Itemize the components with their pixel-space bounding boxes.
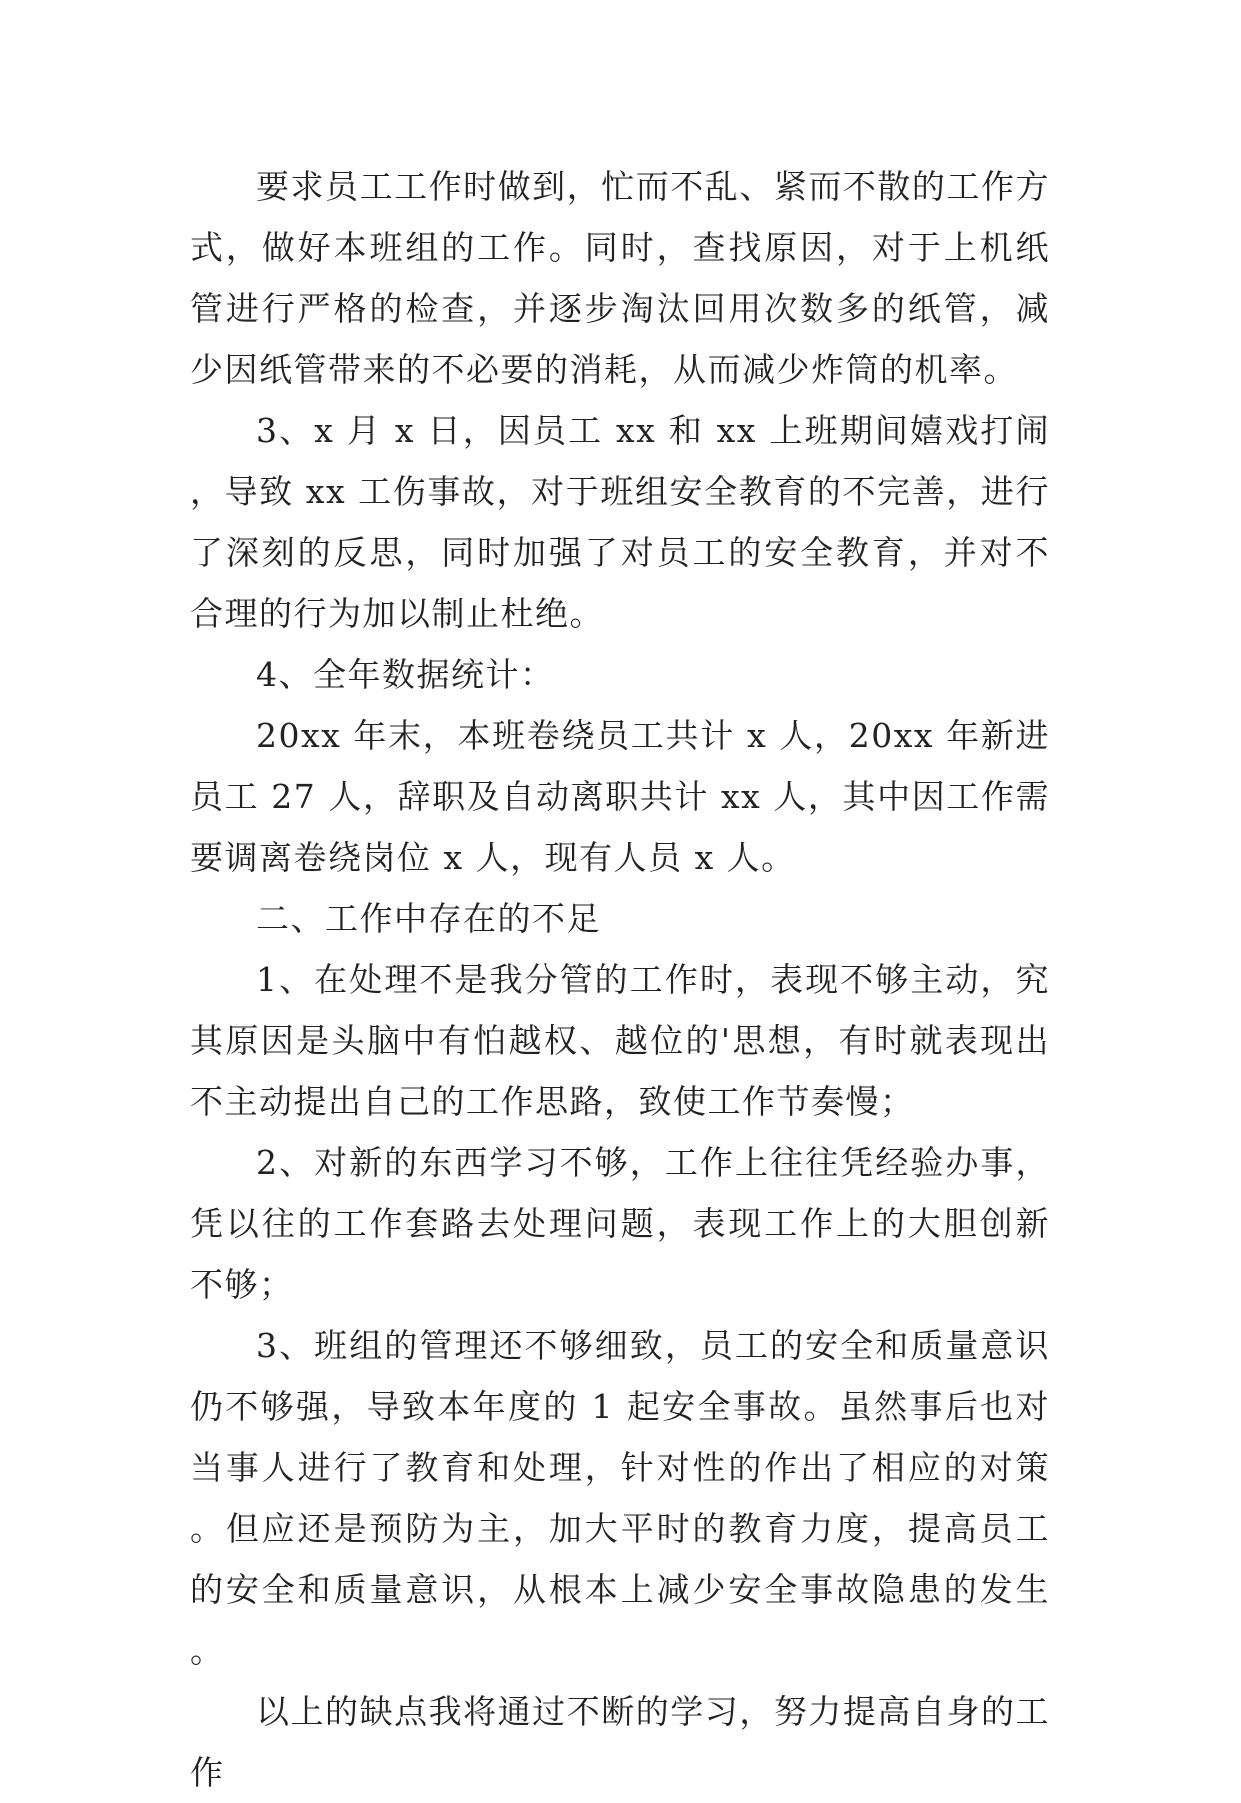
paragraph-8: 以上的缺点我将通过不断的学习，努力提高自身的工作 <box>190 1692 1050 1792</box>
paragraph-1: 要求员工工作时做到，忙而不乱、紧而不散的工作方式，做好本班组的工作。同时，查找原因，对于上机纸管进行严格的检查，并逐步淘汰回用次数多的纸管，减少因纸管带来的不必要的消耗，从而减少炸筒的机率。 <box>190 167 1050 389</box>
paragraph-6: 2、对新的东西学习不够，工作上往往凭经验办事，凭以往的工作套路去处理问题，表现工作上的大胆创新不够； <box>190 1143 1050 1304</box>
paragraph-2: 3、x 月 x 日，因员工 xx 和 xx 上班期间嬉戏打闹，导致 xx 工伤事故，对于班组安全教育的不完善，进行了深刻的反思，同时加强了对员工的安全教育，并对不合理的行为加以制止杜绝。 <box>190 411 1050 633</box>
section-heading: 二、工作中存在的不足 <box>256 899 601 938</box>
document-body <box>190 156 1050 1803</box>
paragraph-3: 4、全年数据统计： <box>256 655 555 694</box>
paragraph-5: 1、在处理不是我分管的工作时，表现不够主动，究其原因是头脑中有怕越权、越位的'思想，有时就表现出不主动提出自己的工作思路，致使工作节奏慢； <box>190 960 1050 1121</box>
paragraph-4: 20xx 年末，本班卷绕员工共计 x 人，20xx 年新进员工 27 人，辞职及自动离职共计 xx 人，其中因工作需要调离卷绕岗位 x 人，现有人员 x 人。 <box>190 716 1050 877</box>
paragraph-7: 3、班组的管理还不够细致，员工的安全和质量意识仍不够强，导致本年度的 1 起安全事故。虽然事后也对当事人进行了教育和处理，针对性的作出了相应的对策。但应还是预防为主，加大平时的教育力度，提高员工的安全和质量意识，从根本上减少安全事故隐患的发生。 <box>190 1326 1050 1670</box>
